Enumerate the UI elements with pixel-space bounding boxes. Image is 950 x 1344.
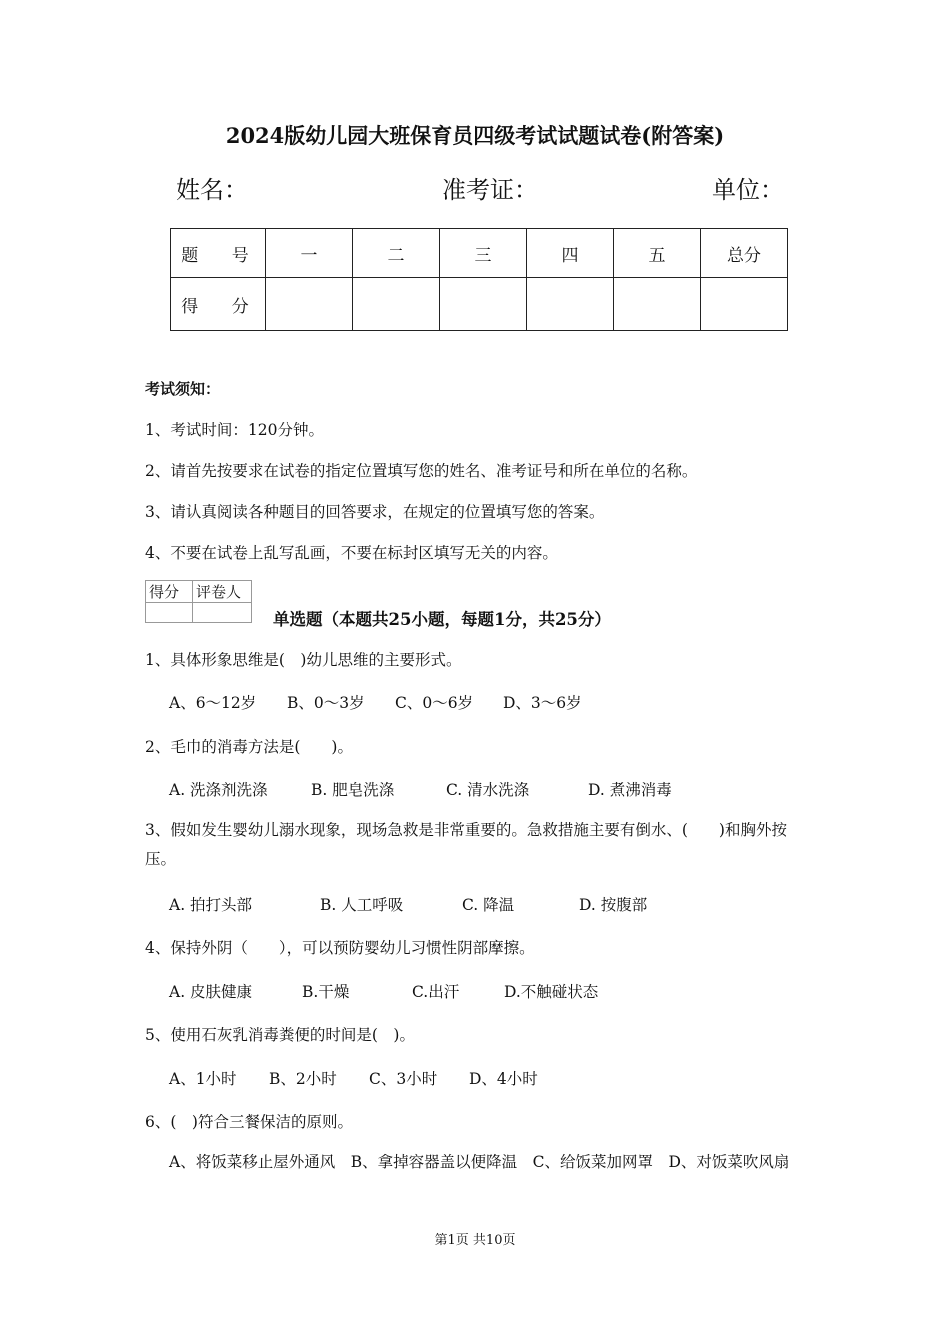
score-input-cell[interactable] xyxy=(353,278,440,331)
option-b: B、0～3岁 xyxy=(287,694,365,712)
question-stem: 1、具体形象思维是( )幼儿思维的主要形式。 xyxy=(145,651,462,669)
score-table-cell: 一 xyxy=(266,229,353,278)
page-title: 2024版幼儿园大班保育员四级考试试题试卷(附答案) xyxy=(225,123,725,148)
option-a: A. 皮肤健康 xyxy=(169,983,253,1001)
option-a: A. 洗涤剂洗涤 xyxy=(169,781,268,799)
option-a: A、6～12岁 xyxy=(169,694,257,712)
notice-item: 3、请认真阅读各种题目的回答要求，在规定的位置填写您的答案。 xyxy=(145,503,605,521)
notice-item: 2、请首先按要求在试卷的指定位置填写您的姓名、准考证号和所在单位的名称。 xyxy=(145,462,698,480)
page-footer: 第1页 共10页 xyxy=(434,1233,516,1248)
question-stem: 3、假如发生婴幼儿溺水现象，现场急救是非常重要的。急救措施主要有倒水、( )和胸外按压。 xyxy=(145,821,787,868)
grader-reviewer-label: 评卷人 xyxy=(193,581,252,603)
notice-item: 4、不要在试卷上乱写乱画，不要在标封区填写无关的内容。 xyxy=(145,544,558,562)
question-options: A、将饭菜移止屋外通风 B、拿掉容器盖以便降温 C、给饭菜加网罩 D、对饭菜吹风扇 xyxy=(169,1153,790,1171)
score-input-cell[interactable] xyxy=(440,278,527,331)
unit-field-label: 单位： xyxy=(712,176,784,204)
option-b: B.干燥 xyxy=(302,983,350,1001)
score-input-cell[interactable] xyxy=(527,278,614,331)
notice-item: 1、考试时间：120分钟。 xyxy=(145,421,324,439)
exam-id-field-label: 准考证： xyxy=(442,176,538,204)
score-input-cell[interactable] xyxy=(266,278,353,331)
option-a: A、1小时 xyxy=(169,1070,237,1088)
option-a: A. 拍打头部 xyxy=(169,896,253,914)
notice-heading: 考试须知： xyxy=(145,380,221,398)
score-table-cell: 五 xyxy=(614,229,701,278)
option-b: B、2小时 xyxy=(269,1070,337,1088)
option-b: B. 肥皂洗涤 xyxy=(311,781,395,799)
section-title: 单选题（本题共25小题，每题1分，共25分） xyxy=(273,610,611,629)
score-table-score-row xyxy=(171,278,788,331)
option-d: D. 按腹部 xyxy=(579,896,648,914)
grader-score-label: 得分 xyxy=(146,581,193,603)
option-c: C、3小时 xyxy=(369,1070,438,1088)
score-table-cell: 三 xyxy=(440,229,527,278)
grader-score-cell[interactable] xyxy=(146,603,193,623)
name-field-label: 姓名： xyxy=(176,176,248,204)
option-d: D. 煮沸消毒 xyxy=(588,781,672,799)
question-stem: 2、毛巾的消毒方法是( )。 xyxy=(145,738,353,756)
score-table xyxy=(170,228,788,331)
option-d: D、3～6岁 xyxy=(503,694,582,712)
option-c: C.出汗 xyxy=(412,983,460,1001)
question-stem: 5、使用石灰乳消毒粪便的时间是( )。 xyxy=(145,1026,415,1044)
option-d: D、4小时 xyxy=(469,1070,538,1088)
option-c: C. 清水洗涤 xyxy=(446,781,530,799)
score-table-cell: 题 号 xyxy=(171,229,266,278)
score-table-header-row xyxy=(171,229,788,278)
option-b: B. 人工呼吸 xyxy=(320,896,404,914)
option-d: D.不触碰状态 xyxy=(504,983,599,1001)
question-stem: 4、保持外阴（ ），可以预防婴幼儿习惯性阴部摩擦。 xyxy=(145,939,535,957)
option-c: C、0～6岁 xyxy=(395,694,474,712)
score-table-cell: 总分 xyxy=(701,229,788,278)
score-input-cell[interactable] xyxy=(701,278,788,331)
option-c: C. 降温 xyxy=(462,896,515,914)
grader-table xyxy=(145,580,252,623)
score-table-cell: 得 分 xyxy=(171,278,266,331)
score-input-cell[interactable] xyxy=(614,278,701,331)
question-stem: 6、( )符合三餐保洁的原则。 xyxy=(145,1113,353,1131)
score-table-cell: 二 xyxy=(353,229,440,278)
grader-reviewer-cell[interactable] xyxy=(193,603,252,623)
score-table-cell: 四 xyxy=(527,229,614,278)
